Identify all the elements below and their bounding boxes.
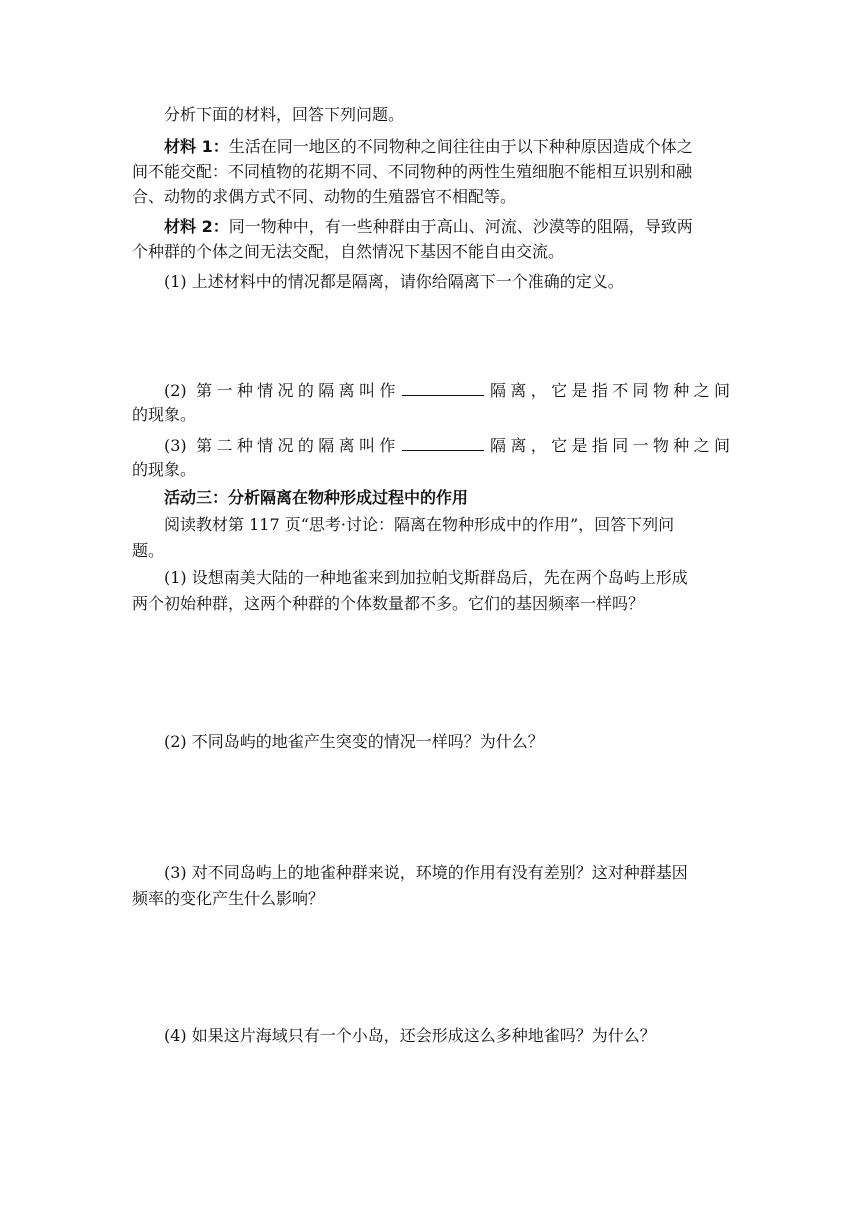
material1-label: 材料 1：: [164, 137, 229, 156]
activity3-question-1-line1: (1) 设想南美大陆的一种地雀来到加拉帕戈斯群岛后，先在两个岛屿上形成: [164, 568, 688, 587]
question-1: (1) 上述材料中的情况都是隔离，请你给隔离下一个准确的定义。: [164, 272, 624, 291]
activity3-question-1-line2: 两个初始种群，这两个种群的个体数量都不多。它们的基因频率一样吗？: [132, 594, 645, 613]
activity3-question-2: (2) 不同岛屿的地雀产生突变的情况一样吗？为什么？: [164, 732, 544, 751]
material1-line3: 合、动物的求偶方式不同、动物的生殖器官不相配等。: [132, 187, 517, 206]
question-2-line2: 的现象。: [132, 405, 197, 424]
activity3-question-3-line1: (3) 对不同岛屿上的地雀种群来说，环境的作用有没有差别？这对种群基因: [164, 863, 688, 882]
material2-line1: [164, 216, 730, 238]
material1-line1: [164, 136, 730, 158]
question-2-line1: (2) 第一种情况的隔离叫作 隔离，它是指不同物种之间: [164, 377, 730, 402]
intro-text: 分析下面的材料，回答下列问题。: [164, 105, 405, 124]
material2-label: 材料 2：: [164, 217, 229, 236]
material1-text1: 生活在同一地区的不同物种之间往往由于以下种种原因造成个体之: [228, 137, 693, 156]
material2-text1: 同一物种中，有一些种群由于高山、河流、沙漠等的阻隔，导致两: [228, 217, 693, 236]
question-3-line1: (3) 第二种情况的隔离叫作 隔离，它是指同一物种之间: [164, 432, 730, 457]
activity3-question-4: (4) 如果这片海域只有一个小岛，还会形成这么多种地雀吗？为什么？: [164, 1026, 656, 1045]
answer-blank-2[interactable]: [402, 432, 484, 451]
activity3-question-3-line2: 频率的变化产生什么影响？: [132, 889, 325, 908]
material1-line2: 间不能交配：不同植物的花期不同、不同物种的两性生殖细胞不能相互识别和融: [132, 162, 693, 181]
material2-line2: 个种群的个体之间无法交配，自然情况下基因不能自由交流。: [132, 242, 565, 261]
activity3-title: 活动三：分析隔离在物种形成过程中的作用: [164, 488, 469, 507]
activity3-read-line2: 题。: [132, 541, 165, 560]
answer-blank-1[interactable]: [402, 377, 484, 396]
activity3-read-line1: 阅读教材第 117 页“思考·讨论：隔离在物种形成中的作用”，回答下列问: [164, 515, 675, 534]
question-3-line2: 的现象。: [132, 460, 197, 479]
